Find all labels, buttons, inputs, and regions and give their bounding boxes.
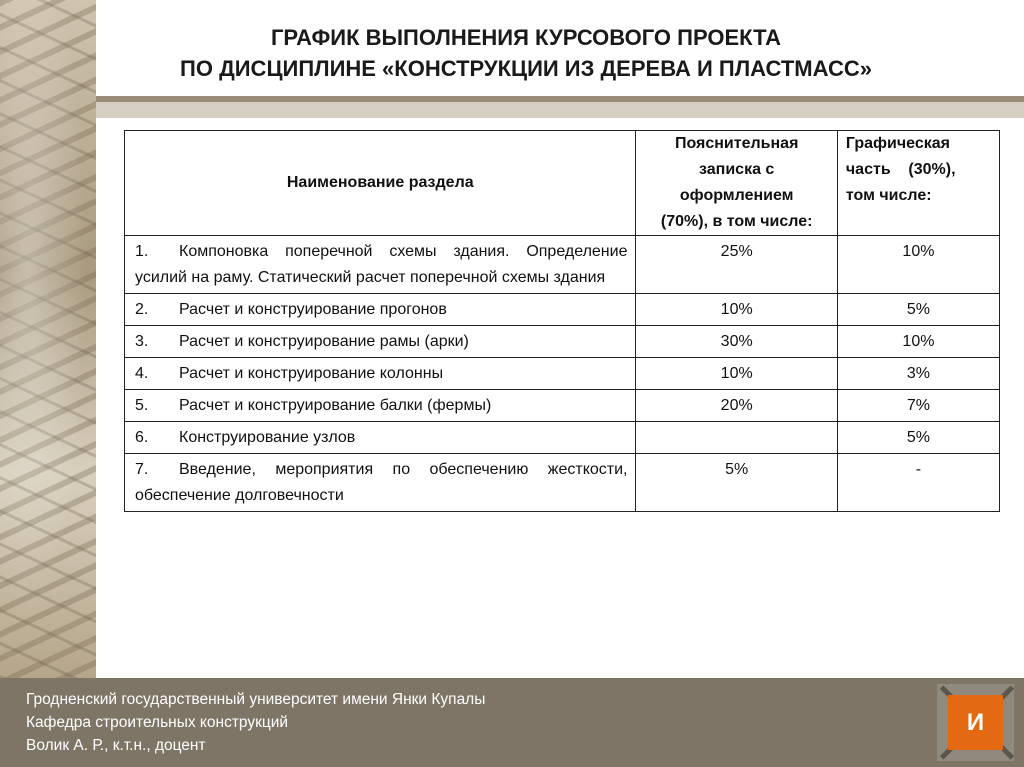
row-number: 7.	[135, 461, 149, 478]
header-graph-line: том числе:	[845, 187, 932, 204]
footer-author: Волик А. Р., к.т.н., доцент	[26, 737, 206, 754]
header-graph-line: Графическая	[845, 135, 950, 152]
row-graph-percent: 5%	[837, 294, 999, 326]
header-note-line: оформлением	[679, 187, 794, 204]
row-title: Компоновка поперечной схемы здания. Определение усилий на раму. Статический расчет поперечной схемы здания	[135, 243, 628, 286]
row-title: Конструирование узлов	[179, 429, 356, 446]
table-row	[125, 358, 1000, 390]
department-logo-icon	[937, 684, 1014, 761]
title-line-1: ГРАФИК ВЫПОЛНЕНИЯ КУРСОВОГО ПРОЕКТА	[270, 25, 782, 50]
row-note-percent	[636, 422, 837, 454]
header-note-line: записка с	[699, 161, 775, 178]
header-note-line: Пояснительная	[674, 135, 799, 152]
row-number: 4.	[135, 365, 149, 382]
row-section-name	[125, 236, 636, 294]
footer-university: Гродненский государственный университет имени Янки Купалы	[26, 691, 486, 708]
row-note-percent: 5%	[636, 454, 837, 512]
title-line-2: ПО ДИСЦИПЛИНЕ «КОНСТРУКЦИИ ИЗ ДЕРЕВА И ПЛАСТМАСС»	[180, 56, 872, 81]
row-title: Расчет и конструирование прогонов	[179, 301, 447, 318]
row-number: 1.	[135, 243, 149, 260]
row-section-name	[125, 326, 636, 358]
table-header-row	[125, 131, 1000, 236]
row-note-percent: 10%	[636, 358, 837, 390]
row-title: Расчет и конструирование балки (фермы)	[179, 397, 492, 414]
header-explanatory-note	[636, 131, 837, 236]
row-note-percent: 25%	[636, 236, 837, 294]
row-section-name	[125, 422, 636, 454]
row-title: Расчет и конструирование рамы (арки)	[179, 333, 469, 350]
row-title: Расчет и конструирование колонны	[179, 365, 444, 382]
header-graph-line: часть (30%),	[845, 161, 956, 178]
row-graph-percent: 10%	[837, 236, 999, 294]
row-section-name	[125, 358, 636, 390]
header-graphic-part	[837, 131, 999, 236]
row-title: Введение, мероприятия по обеспечению жесткости, обеспечение долговечности	[135, 461, 628, 504]
row-number: 2.	[135, 301, 149, 318]
row-graph-percent: 3%	[837, 358, 999, 390]
row-number: 3.	[135, 333, 149, 350]
header-note-line: (70%), в том числе:	[660, 213, 813, 230]
row-section-name	[125, 454, 636, 512]
footer	[0, 678, 1024, 767]
footer-department: Кафедра строительных конструкций	[26, 714, 289, 731]
header-section-name: Наименование раздела	[125, 131, 636, 236]
table-row	[125, 326, 1000, 358]
row-graph-percent: 5%	[837, 422, 999, 454]
page-title	[96, 22, 956, 84]
row-note-percent: 10%	[636, 294, 837, 326]
divider-bar-light	[96, 102, 1024, 118]
row-note-percent: 30%	[636, 326, 837, 358]
row-number: 6.	[135, 429, 149, 446]
row-note-percent: 20%	[636, 390, 837, 422]
row-graph-percent: 7%	[837, 390, 999, 422]
row-section-name	[125, 390, 636, 422]
table-row	[125, 390, 1000, 422]
row-graph-percent: -	[837, 454, 999, 512]
table-row	[125, 294, 1000, 326]
row-number: 5.	[135, 397, 149, 414]
schedule-table	[124, 130, 1000, 512]
decorative-side-pattern	[0, 0, 96, 678]
table-row	[125, 422, 1000, 454]
row-graph-percent: 10%	[837, 326, 999, 358]
row-section-name	[125, 294, 636, 326]
table-row	[125, 454, 1000, 512]
table-row	[125, 236, 1000, 294]
logo-mark: И	[948, 695, 1003, 750]
footer-text	[26, 688, 485, 757]
